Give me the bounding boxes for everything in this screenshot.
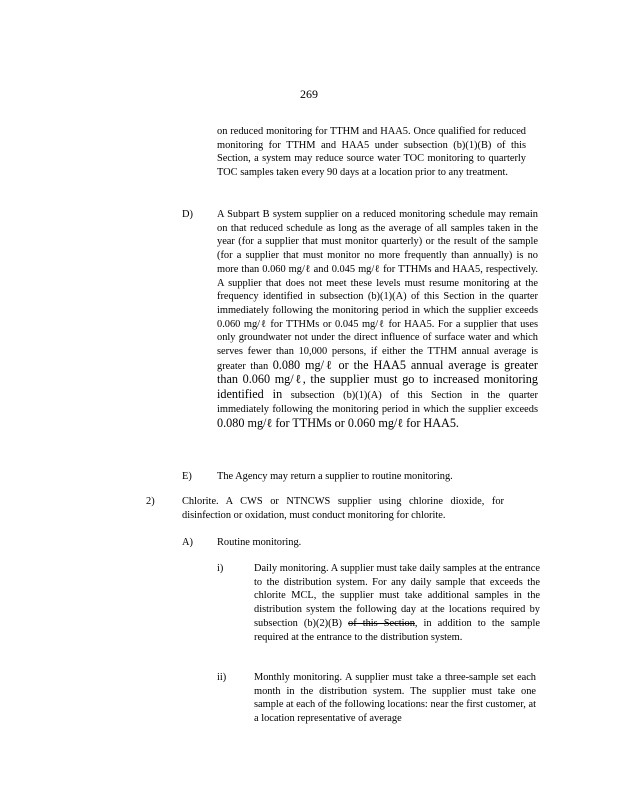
- item-2-text: Chlorite. A CWS or NTNCWS supplier using chlorine dioxide, for disinfection or oxidation, must conduct monitoring for chlorite.: [182, 496, 504, 521]
- item-a-text: Routine monitoring.: [217, 537, 302, 548]
- item-d-text-d: 0.080 mg/ℓ for TTHMs or 0.060 mg/ℓ for HAA5.: [217, 415, 459, 430]
- item-d-label: D): [182, 209, 193, 220]
- item-d-text-a: A Subpart B system supplier on a reduced monitoring schedule may remain on that reduced schedule as long as the average of all samples taken in the year (for a supplier that must monitor quarterly) or the result of the sample (for a supplier that must monitor no more frequently than annually) is no more than 0.060 mg/ℓ and 0.045 mg/ℓ for TTHMs and HAA5, respectively. A supplier that does not meet these levels must resume monitoring at the frequency identified in subsection (b)(1)(A) of this Section in the quarter immediately following the monitoring period in which the supplier exceeds 0.060 mg/ℓ for TTHMs or 0.045 mg/ℓ for HAA5. For a supplier that uses only groundwater not under the direct influence of surface water and which serves fewer than 10,000 persons, if either the TTHM annual average is greater than: [217, 209, 538, 372]
- item-d-text: [217, 208, 538, 431]
- item-e-text: The Agency may return a supplier to routine monitoring.: [217, 471, 453, 482]
- item-ii-label: ii): [217, 672, 227, 683]
- item-i-label: i): [217, 563, 224, 574]
- item-i-text-b: , in addition to the sample required at the entrance to the distribution system.: [254, 617, 541, 643]
- item-i-text-a: Daily monitoring. A supplier must take daily samples at the entrance to the distribution system. For any daily sample that exceeds the chlorite MCL, the supplier must take additional samples in the distribution system the following day at the locations required by subsection (b)(2)(B): [254, 563, 540, 629]
- item-i-struck-text: of this Section: [348, 617, 415, 629]
- page-number: 269: [300, 87, 318, 101]
- item-d-text-b: 0.080 mg/ℓ or the HAA5 annual average is greater than 0.060 mg/ℓ, the supplier must go to increased monitoring identified in: [217, 357, 538, 402]
- continued-paragraph: on reduced monitoring for TTHM and HAA5. Once qualified for reduced monitoring for TTHM and HAA5 under subsection (b)(1)(B) of this Section, a system may reduce source water TOC monitoring to quarterly TOC samples taken every 90 days at a location prior to any treatment.: [217, 126, 526, 179]
- item-e-label: E): [182, 471, 192, 482]
- item-ii-text: Monthly monitoring. A supplier must take a three-sample set each month in the distribution system. The supplier must take one sample at each of the following locations: near the first customer, at a location representative of average: [254, 672, 536, 725]
- item-2-label: 2): [146, 496, 155, 507]
- item-d-text-c: subsection (b)(1)(A) of this Section in the quarter immediately following the monitoring period in which the supplier exceeds: [217, 390, 538, 415]
- item-a-label: A): [182, 537, 193, 548]
- item-i-text: [254, 562, 540, 644]
